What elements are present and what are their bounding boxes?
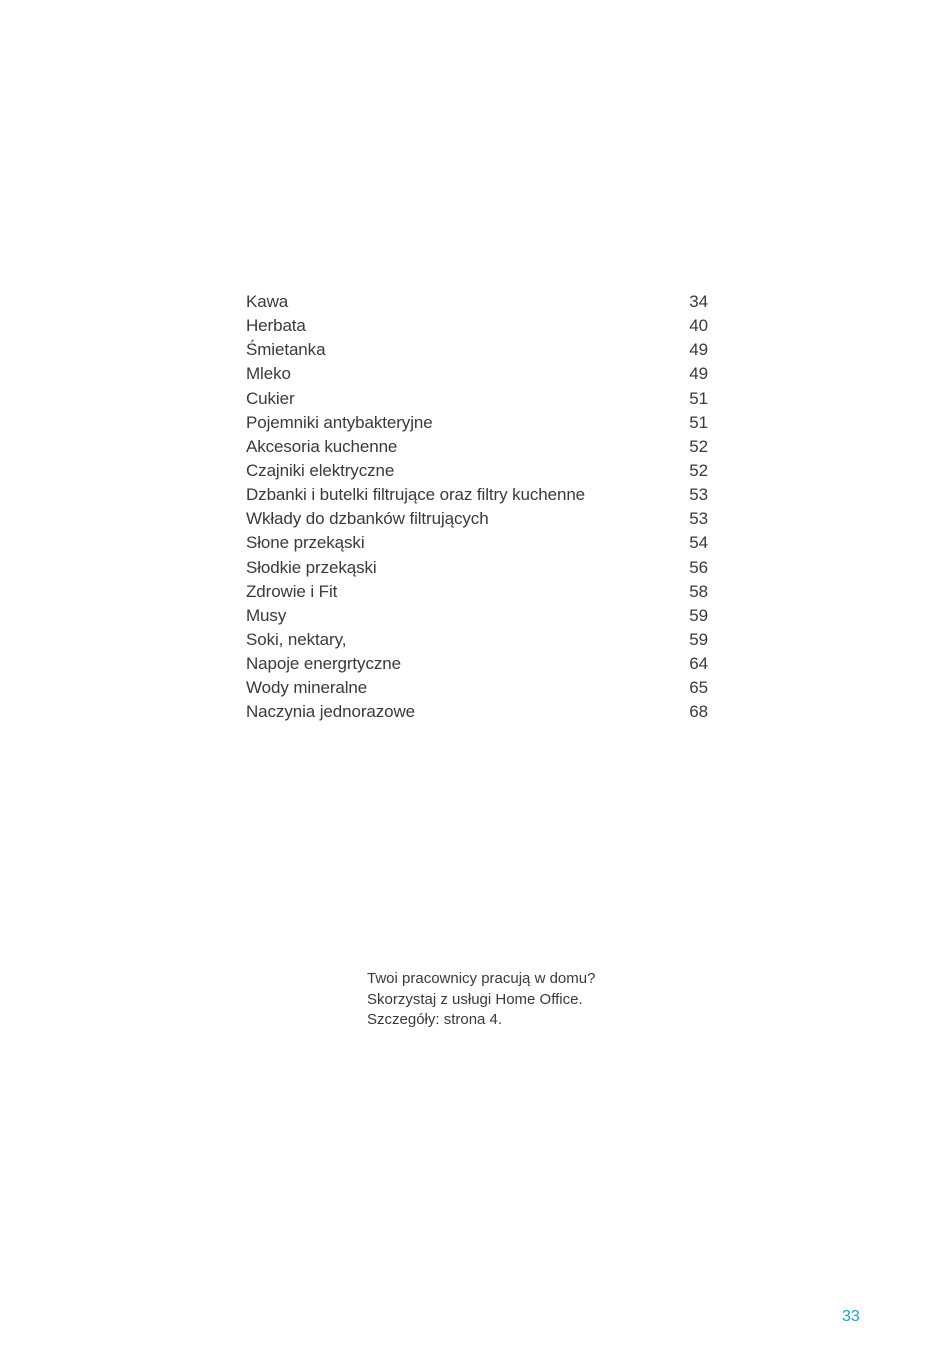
toc-item-title: Akcesoria kuchenne bbox=[246, 436, 398, 456]
toc-item[interactable] bbox=[246, 580, 708, 604]
toc-item[interactable] bbox=[246, 531, 708, 555]
toc-item-page: 53 bbox=[689, 485, 708, 505]
toc-item[interactable] bbox=[246, 483, 708, 507]
toc-item[interactable] bbox=[246, 507, 708, 531]
toc-item-page: 53 bbox=[689, 509, 708, 529]
toc-item-page: 52 bbox=[689, 460, 708, 480]
toc-item-page: 64 bbox=[689, 654, 708, 674]
toc-item-title: Mleko bbox=[246, 364, 291, 384]
toc-item-page: 40 bbox=[689, 316, 708, 336]
toc-item-page: 52 bbox=[689, 436, 708, 456]
toc-item[interactable] bbox=[246, 700, 708, 724]
toc-item[interactable] bbox=[246, 387, 708, 411]
toc-item-page: 56 bbox=[689, 557, 708, 577]
toc-item-page: 51 bbox=[689, 388, 708, 408]
toc-item-page: 59 bbox=[689, 605, 708, 625]
toc-item[interactable] bbox=[246, 435, 708, 459]
toc-item[interactable] bbox=[246, 314, 708, 338]
toc-item[interactable] bbox=[246, 290, 708, 314]
toc-item-page: 49 bbox=[689, 340, 708, 360]
table-of-contents bbox=[246, 290, 708, 725]
toc-item-title: Herbata bbox=[246, 316, 306, 336]
toc-item[interactable] bbox=[246, 676, 708, 700]
note-line: Skorzystaj z usługi Home Office. bbox=[367, 990, 583, 1008]
toc-item-page: 49 bbox=[689, 364, 708, 384]
toc-item-title: Dzbanki i butelki filtrujące oraz filtry kuchenne bbox=[246, 485, 586, 505]
note-line: Szczegóły: strona 4. bbox=[367, 1011, 503, 1028]
toc-item-title: Zdrowie i Fit bbox=[246, 581, 338, 601]
toc-item-title: Musy bbox=[246, 605, 287, 625]
toc-item-title: Soki, nektary, bbox=[246, 629, 347, 649]
toc-item[interactable] bbox=[246, 604, 708, 628]
toc-item-title: Słodkie przekąski bbox=[246, 557, 377, 577]
toc-item-page: 54 bbox=[689, 533, 708, 553]
toc-item-title: Wkłady do dzbanków filtrujących bbox=[246, 509, 489, 529]
toc-item-title: Kawa bbox=[246, 292, 289, 311]
toc-item[interactable] bbox=[246, 652, 708, 676]
toc-item-page: 51 bbox=[689, 412, 708, 432]
toc-item-page: 68 bbox=[689, 702, 708, 722]
toc-item-title: Wody mineralne bbox=[246, 678, 368, 698]
toc-item-title: Czajniki elektryczne bbox=[246, 460, 395, 480]
toc-item[interactable] bbox=[246, 628, 708, 652]
toc-item-page: 34 bbox=[689, 292, 708, 311]
toc-item[interactable] bbox=[246, 459, 708, 483]
toc-item[interactable] bbox=[246, 411, 708, 435]
toc-item-page: 59 bbox=[689, 629, 708, 649]
home-office-note bbox=[367, 969, 595, 1031]
note-line: Twoi pracownicy pracują w domu? bbox=[367, 970, 596, 987]
toc-item-title: Cukier bbox=[246, 388, 295, 408]
page-number: 33 bbox=[842, 1308, 860, 1325]
toc-item-title: Naczynia jednorazowe bbox=[246, 702, 416, 722]
toc-item-title: Napoje energrtyczne bbox=[246, 654, 401, 674]
toc-item[interactable] bbox=[246, 362, 708, 386]
toc-item-title: Śmietanka bbox=[246, 340, 326, 360]
toc-item[interactable] bbox=[246, 338, 708, 362]
toc-item-page: 58 bbox=[689, 581, 708, 601]
toc-item-page: 65 bbox=[689, 678, 708, 698]
toc-item[interactable] bbox=[246, 556, 708, 580]
toc-item-title: Słone przekąski bbox=[246, 533, 365, 553]
toc-item-title: Pojemniki antybakteryjne bbox=[246, 412, 433, 432]
